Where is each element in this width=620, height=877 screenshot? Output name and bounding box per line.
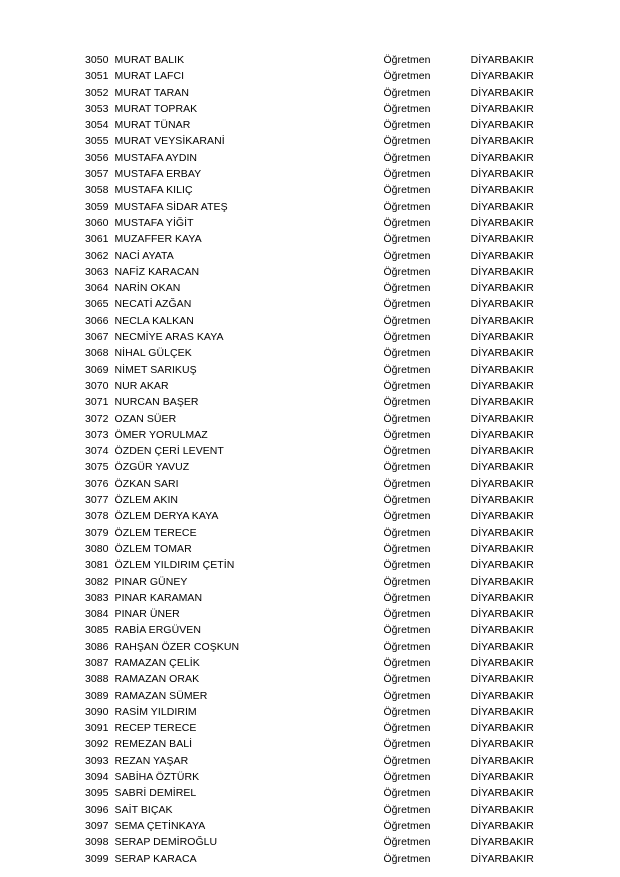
person-title: Öğretmen [383, 803, 431, 816]
person-name: RAMAZAN SÜMER [114, 689, 208, 702]
person-city: DİYARBAKIR [470, 331, 534, 344]
person-city: DİYARBAKIR [470, 836, 534, 849]
person-title: Öğretmen [383, 428, 431, 441]
row-number: 3078 [84, 510, 109, 523]
person-title: Öğretmen [383, 379, 431, 392]
person-city: DİYARBAKIR [470, 494, 534, 507]
person-title: Öğretmen [383, 265, 431, 278]
table-row [0, 133, 620, 149]
table-row [0, 655, 620, 671]
row-number: 3091 [84, 722, 109, 735]
person-title: Öğretmen [383, 135, 431, 148]
person-name: ÖZLEM AKIN [114, 494, 179, 507]
person-city: DİYARBAKIR [470, 819, 534, 832]
table-row [0, 85, 620, 101]
person-name: NECLA KALKAN [114, 314, 194, 327]
person-city: DİYARBAKIR [470, 314, 534, 327]
person-name: RASİM YILDIRIM [114, 705, 197, 718]
row-number: 3076 [84, 477, 109, 490]
person-title: Öğretmen [383, 624, 431, 637]
row-number: 3097 [84, 819, 109, 832]
person-city: DİYARBAKIR [470, 445, 534, 458]
person-city: DİYARBAKIR [470, 461, 534, 474]
row-number: 3075 [84, 461, 109, 474]
person-title: Öğretmen [383, 542, 431, 555]
person-city: DİYARBAKIR [470, 363, 534, 376]
table-row [0, 362, 620, 378]
person-title: Öğretmen [383, 70, 431, 83]
table-row [0, 590, 620, 606]
person-city: DİYARBAKIR [470, 135, 534, 148]
row-number: 3063 [84, 265, 109, 278]
person-name: NURCAN BAŞER [114, 396, 199, 409]
person-name: ÖZLEM YILDIRIM ÇETİN [114, 559, 235, 572]
person-name: PINAR GÜNEY [114, 575, 188, 588]
person-name: NECMİYE ARAS KAYA [114, 331, 224, 344]
table-body [0, 52, 620, 867]
row-number: 3054 [84, 119, 109, 132]
person-title: Öğretmen [383, 526, 431, 539]
row-number: 3050 [84, 54, 109, 66]
table-row [0, 574, 620, 590]
person-city: DİYARBAKIR [470, 200, 534, 213]
row-number: 3061 [84, 233, 109, 246]
row-number: 3073 [84, 428, 109, 441]
person-title: Öğretmen [383, 216, 431, 229]
row-number: 3065 [84, 298, 109, 311]
row-number: 3069 [84, 363, 109, 376]
person-title: Öğretmen [383, 836, 431, 849]
table-row [0, 753, 620, 769]
person-city: DİYARBAKIR [470, 738, 534, 751]
table-row [0, 231, 620, 247]
table-row [0, 52, 620, 68]
person-city: DİYARBAKIR [470, 282, 534, 295]
row-number: 3095 [84, 787, 109, 800]
person-title: Öğretmen [383, 347, 431, 360]
row-number: 3051 [84, 70, 109, 83]
row-number: 3099 [84, 852, 109, 865]
table-row [0, 264, 620, 280]
row-number: 3077 [84, 494, 109, 507]
table-row [0, 704, 620, 720]
table-row [0, 345, 620, 361]
person-title: Öğretmen [383, 819, 431, 832]
person-city: DİYARBAKIR [470, 477, 534, 490]
person-city: DİYARBAKIR [470, 168, 534, 181]
table-row [0, 329, 620, 345]
table-row [0, 802, 620, 818]
person-city: DİYARBAKIR [470, 102, 534, 115]
row-number: 3093 [84, 754, 109, 767]
row-number: 3056 [84, 151, 109, 164]
row-number: 3092 [84, 738, 109, 751]
person-name: MURAT LAFCI [114, 70, 185, 83]
table-row [0, 296, 620, 312]
row-number: 3089 [84, 689, 109, 702]
table-row [0, 68, 620, 84]
person-name: MURAT BALIK [114, 54, 185, 66]
row-number: 3053 [84, 102, 109, 115]
person-name: MURAT VEYSİKARANİ [114, 135, 225, 148]
person-city: DİYARBAKIR [470, 265, 534, 278]
person-city: DİYARBAKIR [470, 591, 534, 604]
row-number: 3084 [84, 608, 109, 621]
person-city: DİYARBAKIR [470, 722, 534, 735]
person-name: ÖZKAN SARI [114, 477, 179, 490]
row-number: 3057 [84, 168, 109, 181]
person-name: ÖZDEN ÇERİ LEVENT [114, 445, 224, 458]
person-title: Öğretmen [383, 852, 431, 865]
person-city: DİYARBAKIR [470, 803, 534, 816]
person-title: Öğretmen [383, 331, 431, 344]
row-number: 3085 [84, 624, 109, 637]
person-name: ÖZLEM DERYA KAYA [114, 510, 219, 523]
row-number: 3080 [84, 542, 109, 555]
person-title: Öğretmen [383, 591, 431, 604]
person-city: DİYARBAKIR [470, 184, 534, 197]
person-name: SAİT BIÇAK [114, 803, 173, 816]
table-row [0, 622, 620, 638]
row-number: 3068 [84, 347, 109, 360]
row-number: 3055 [84, 135, 109, 148]
row-number: 3071 [84, 396, 109, 409]
person-title: Öğretmen [383, 86, 431, 99]
person-title: Öğretmen [383, 168, 431, 181]
person-city: DİYARBAKIR [470, 379, 534, 392]
row-number: 3088 [84, 673, 109, 686]
table-row [0, 280, 620, 296]
table-row [0, 508, 620, 524]
person-name: NİHAL GÜLÇEK [114, 347, 192, 360]
person-name: NUR AKAR [114, 379, 169, 392]
table-row [0, 459, 620, 475]
person-title: Öğretmen [383, 461, 431, 474]
person-city: DİYARBAKIR [470, 754, 534, 767]
person-name: SEMA ÇETİNKAYA [114, 819, 206, 832]
person-title: Öğretmen [383, 445, 431, 458]
person-title: Öğretmen [383, 575, 431, 588]
table-row [0, 688, 620, 704]
person-title: Öğretmen [383, 184, 431, 197]
person-city: DİYARBAKIR [470, 559, 534, 572]
person-title: Öğretmen [383, 54, 431, 66]
person-title: Öğretmen [383, 673, 431, 686]
person-city: DİYARBAKIR [470, 412, 534, 425]
person-name: PINAR KARAMAN [114, 591, 203, 604]
row-number: 3052 [84, 86, 109, 99]
row-number: 3086 [84, 640, 109, 653]
person-title: Öğretmen [383, 722, 431, 735]
person-city: DİYARBAKIR [470, 624, 534, 637]
person-city: DİYARBAKIR [470, 249, 534, 262]
table-row [0, 427, 620, 443]
row-number: 3060 [84, 216, 109, 229]
person-city: DİYARBAKIR [470, 705, 534, 718]
person-name: RAMAZAN ORAK [114, 673, 200, 686]
table-row [0, 101, 620, 117]
person-name: MUSTAFA ERBAY [114, 168, 202, 181]
person-title: Öğretmen [383, 705, 431, 718]
person-city: DİYARBAKIR [470, 396, 534, 409]
table-row [0, 769, 620, 785]
person-city: DİYARBAKIR [470, 216, 534, 229]
row-number: 3083 [84, 591, 109, 604]
person-title: Öğretmen [383, 200, 431, 213]
person-name: MURAT TARAN [114, 86, 189, 99]
person-title: Öğretmen [383, 771, 431, 784]
row-number: 3064 [84, 282, 109, 295]
person-name: SERAP DEMİROĞLU [114, 836, 218, 849]
row-number: 3096 [84, 803, 109, 816]
person-title: Öğretmen [383, 787, 431, 800]
person-city: DİYARBAKIR [470, 640, 534, 653]
table-row [0, 639, 620, 655]
person-name: NARİN OKAN [114, 282, 181, 295]
table-row [0, 720, 620, 736]
person-city: DİYARBAKIR [470, 70, 534, 83]
table-row [0, 443, 620, 459]
person-title: Öğretmen [383, 298, 431, 311]
table-row [0, 476, 620, 492]
person-title: Öğretmen [383, 754, 431, 767]
person-city: DİYARBAKIR [470, 86, 534, 99]
row-number: 3062 [84, 249, 109, 262]
table-row [0, 215, 620, 231]
person-title: Öğretmen [383, 477, 431, 490]
person-city: DİYARBAKIR [470, 298, 534, 311]
table-row [0, 117, 620, 133]
table-row [0, 199, 620, 215]
person-name: RAHŞAN ÖZER COŞKUN [114, 640, 240, 653]
person-title: Öğretmen [383, 510, 431, 523]
table-row [0, 834, 620, 850]
person-name: ÖZLEM TERECE [114, 526, 197, 539]
person-title: Öğretmen [383, 640, 431, 653]
person-title: Öğretmen [383, 412, 431, 425]
row-number: 3079 [84, 526, 109, 539]
person-name: NAFİZ KARACAN [114, 265, 200, 278]
row-number: 3070 [84, 379, 109, 392]
row-number: 3082 [84, 575, 109, 588]
row-number: 3094 [84, 771, 109, 784]
person-city: DİYARBAKIR [470, 428, 534, 441]
person-title: Öğretmen [383, 102, 431, 115]
person-name: PINAR ÜNER [114, 608, 180, 621]
person-title: Öğretmen [383, 314, 431, 327]
table-row [0, 313, 620, 329]
person-name: ÖZGÜR YAVUZ [114, 461, 190, 474]
row-number: 3067 [84, 331, 109, 344]
person-name: REZAN YAŞAR [114, 754, 189, 767]
person-name: MUSTAFA YİĞİT [114, 216, 194, 229]
person-title: Öğretmen [383, 738, 431, 751]
person-title: Öğretmen [383, 396, 431, 409]
person-name: NACİ AYATA [114, 249, 174, 262]
table-row [0, 851, 620, 867]
table-row [0, 736, 620, 752]
person-city: DİYARBAKIR [470, 510, 534, 523]
table-row [0, 557, 620, 573]
person-title: Öğretmen [383, 119, 431, 132]
person-city: DİYARBAKIR [470, 151, 534, 164]
person-title: Öğretmen [383, 689, 431, 702]
person-city: DİYARBAKIR [470, 673, 534, 686]
person-city: DİYARBAKIR [470, 233, 534, 246]
person-title: Öğretmen [383, 282, 431, 295]
person-city: DİYARBAKIR [470, 119, 534, 132]
person-name: MUSTAFA SİDAR ATEŞ [114, 200, 228, 213]
table-row [0, 541, 620, 557]
person-city: DİYARBAKIR [470, 347, 534, 360]
table-row [0, 411, 620, 427]
person-city: DİYARBAKIR [470, 787, 534, 800]
person-title: Öğretmen [383, 559, 431, 572]
person-name: OZAN SÜER [114, 412, 177, 425]
person-city: DİYARBAKIR [470, 575, 534, 588]
row-number: 3087 [84, 656, 109, 669]
person-title: Öğretmen [383, 233, 431, 246]
row-number: 3058 [84, 184, 109, 197]
name-listing-table [0, 52, 620, 867]
person-city: DİYARBAKIR [470, 689, 534, 702]
row-number: 3074 [84, 445, 109, 458]
person-name: ÖMER YORULMAZ [114, 428, 208, 441]
person-name: REMEZAN BALİ [114, 738, 193, 751]
table-row [0, 150, 620, 166]
person-name: ÖZLEM TOMAR [114, 542, 192, 555]
table-row [0, 492, 620, 508]
person-city: DİYARBAKIR [470, 771, 534, 784]
person-city: DİYARBAKIR [470, 542, 534, 555]
person-name: MURAT TÜNAR [114, 119, 191, 132]
table-row [0, 166, 620, 182]
person-name: NİMET SARIKUŞ [114, 363, 197, 376]
table-row [0, 785, 620, 801]
row-number: 3066 [84, 314, 109, 327]
row-number: 3059 [84, 200, 109, 213]
person-city: DİYARBAKIR [470, 852, 534, 865]
person-title: Öğretmen [383, 494, 431, 507]
person-name: MUSTAFA KILIÇ [114, 184, 193, 197]
person-title: Öğretmen [383, 151, 431, 164]
table-row [0, 248, 620, 264]
row-number: 3072 [84, 412, 109, 425]
person-name: RABİA ERGÜVEN [114, 624, 201, 637]
person-city: DİYARBAKIR [470, 608, 534, 621]
person-name: MUSTAFA AYDIN [114, 151, 198, 164]
person-name: SABİHA ÖZTÜRK [114, 771, 200, 784]
person-city: DİYARBAKIR [470, 526, 534, 539]
table-row [0, 671, 620, 687]
row-number: 3081 [84, 559, 109, 572]
person-name: NECATİ AZĞAN [114, 298, 192, 311]
table-row [0, 394, 620, 410]
table-row [0, 606, 620, 622]
row-number: 3098 [84, 836, 109, 849]
person-title: Öğretmen [383, 363, 431, 376]
person-name: RECEP TERECE [114, 722, 197, 735]
person-name: MUZAFFER KAYA [114, 233, 202, 246]
person-name: SERAP KARACA [114, 852, 197, 865]
person-name: RAMAZAN ÇELİK [114, 656, 200, 669]
row-number: 3090 [84, 705, 109, 718]
person-title: Öğretmen [383, 608, 431, 621]
person-title: Öğretmen [383, 656, 431, 669]
person-name: SABRİ DEMİREL [114, 787, 197, 800]
person-title: Öğretmen [383, 249, 431, 262]
table-row [0, 818, 620, 834]
person-city: DİYARBAKIR [470, 656, 534, 669]
person-city: DİYARBAKIR [470, 54, 534, 66]
table-row [0, 525, 620, 541]
table-row [0, 182, 620, 198]
table-row [0, 378, 620, 394]
person-name: MURAT TOPRAK [114, 102, 198, 115]
